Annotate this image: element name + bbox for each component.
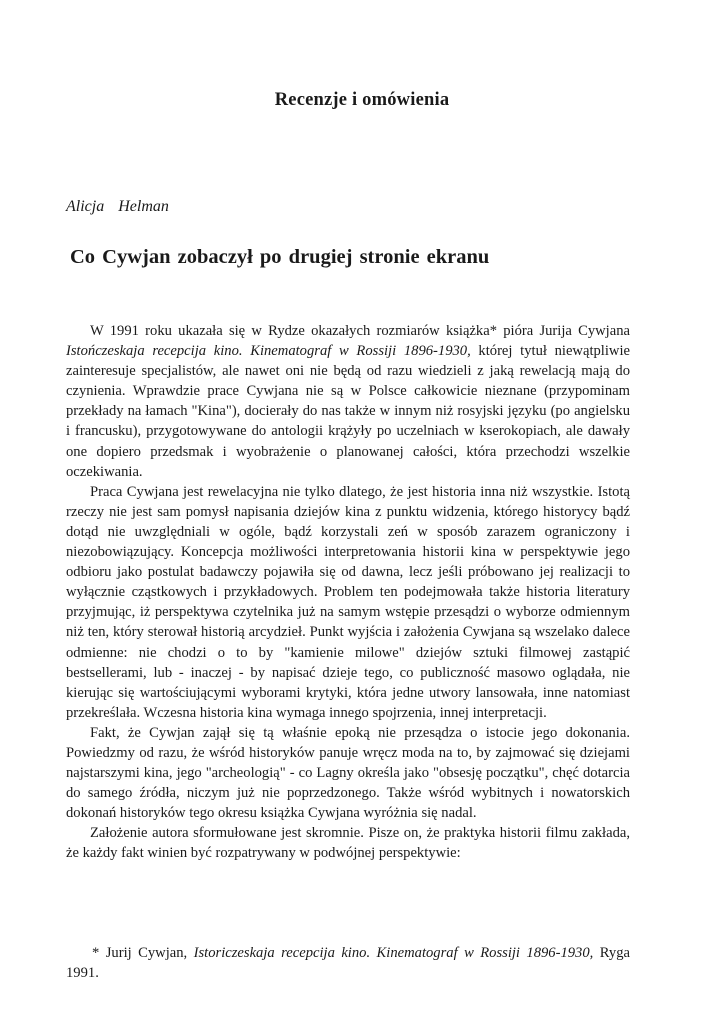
paragraph-text: W 1991 roku ukazała się w Rydze okazałych rozmiarów książka* pióra Jurija Cywjana: [90, 323, 630, 339]
paragraph: [66, 321, 630, 482]
author-name: Alicja Helman: [66, 198, 169, 215]
article-title: Co Cywjan zobaczył po drugiej stronie ekranu: [70, 246, 490, 268]
footnote-marker-text: * Jurij Cywjan,: [92, 945, 194, 961]
section-title: Recenzje i omówienia: [274, 90, 450, 110]
footnote: [66, 943, 630, 983]
footnote-place-year: Ryga 1991.: [66, 945, 630, 982]
footnote-book-title: Istoriczeskaja recepcija kino. Kinematograf w Rossiji 1896-1930,: [193, 945, 594, 961]
paragraph: Praca Cywjana jest rewelacyjna nie tylko dlatego, że jest historia inna niż wszystkie. Istotą rzeczy nie jest sam pomysł napisania dziejów kina z punktu widzenia, którego historycy bądź dotąd nie uwzględniali w ogóle, bądź korzystali zeń w sposób zarazem ograniczony i niezobowiązujący. Koncepcja możliwości interpretowania historii kina w perspektywie jego odbioru jako postulat badawczy pojawiła się od dawna, lecz jeśli próbowano jej realizacji to wyłącznie cząstkowych i przykładowych. Problem ten podejmowała także historia literatury przyjmując, iż perspektywa czytelnika już na samym wstępie przesądzi o wyborze odmiennym niż ten, który sterował historią arcydzieł. Punkt wyjścia i założenia Cywjana są wszelako dalece odmienne: nie chodzi o to by "kamienie milowe" dziejów sztuki filmowej zastąpić bestsellerami, lub - inaczej - by napisać dzieje tego, co publiczność masowo oglądała, nie kierując się wartościującymi wyborami krytyki, która jedne utwory lansowała, inne natomiast przekreślała. Wczesna historia kina wymaga innego spojrzenia, innej interpretacji.: [66, 483, 630, 721]
footnote-text: [66, 943, 630, 983]
book-title: Istończeskaja recepcija kino. Kinematograf w Rossiji 1896-1930,: [66, 343, 471, 360]
paragraph: Założenie autora sformułowane jest skromnie. Pisze on, że praktyka historii filmu zakłada, że każdy fakt winien być rozpatrywany w podwójnej perspektywie:: [66, 825, 630, 862]
paragraph-text: której tytuł niewątpliwie zainteresuje specjalistów, ale nawet oni nie będą od razu wiedzieli z jaką rewelacją mają do czynienia. Wprawdzie prace Cywjana nie są w Polsce całkowicie nieznane (przypominam przekłady na łamach "Kina"), docierały do nas także w innym niż rosyjski języku (po angielsku i francusku), przygotowywane do antologii krążyły po uczelniach w kserokopiach, ale dawały one dopiero przedsmak i wyobrażenie o planowanej całości, która przechodzi wszelkie oczekiwania.: [66, 343, 630, 480]
paragraph: Fakt, że Cywjan zajął się tą właśnie epoką nie przesądza o istocie jego dokonania. Powiedzmy od razu, że wśród historyków panuje wręcz moda na to, by zajmować się dziejami najstarszymi kina, jego "archeologią" - co Lagny określa jako "obsesję początku", chęć dotarcia do samego źródła, niczym już nie poprzedzonego. Także wśród wybitnych i nowatorskich dokonań historyków tego okresu książka Cywjana wyróżnia się nadal.: [66, 724, 630, 822]
article-body: [66, 321, 630, 864]
